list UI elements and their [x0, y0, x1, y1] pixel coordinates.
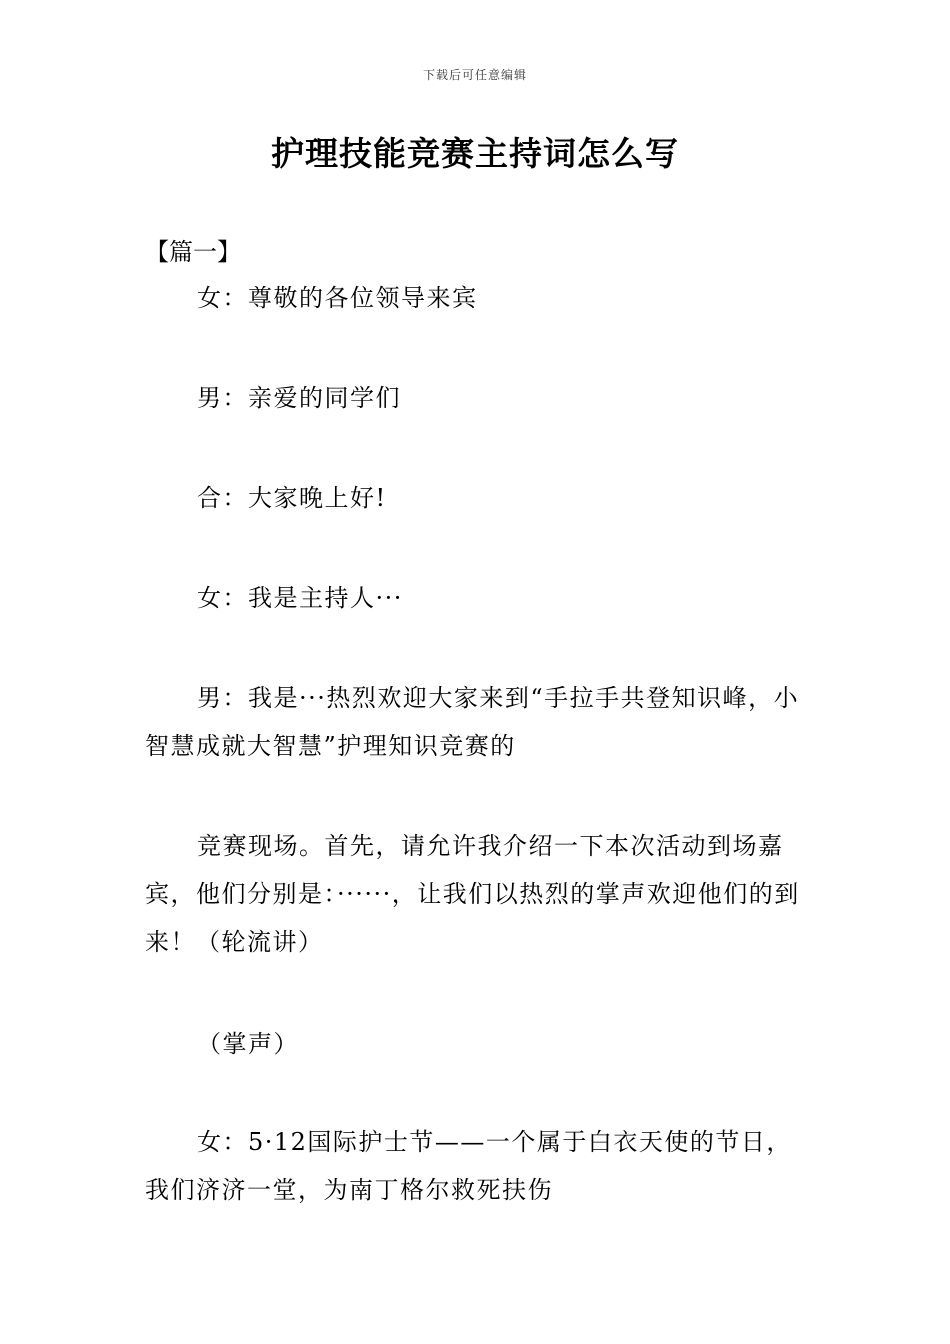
- document-title: 护理技能竞赛主持词怎么写: [271, 134, 679, 173]
- paragraph: 男：我是···热烈欢迎大家来到“手拉手共登知识峰，小智慧成就大智慧”护理知识竞赛的: [145, 684, 800, 760]
- paragraph: 合：大家晚上好!: [197, 484, 387, 512]
- paragraph: 女：尊敬的各位领导来宾: [197, 284, 478, 312]
- paragraph: 男：亲爱的同学们: [197, 384, 401, 412]
- paragraph: （掌声）: [197, 1030, 299, 1058]
- paragraph: 女：5·12国际护士节——一个属于白衣天使的节日，我们济济一堂，为南丁格尔救死扶伤: [145, 1128, 792, 1204]
- paragraph: 女：我是主持人···: [197, 584, 403, 612]
- header-note: 下载后可任意编辑: [422, 68, 527, 82]
- section-label: 【篇一】: [145, 238, 241, 266]
- paragraph: 竞赛现场。首先，请允许我介绍一下本次活动到场嘉宾，他们分别是：······，让我们以热烈的掌声欢迎他们的到来！（轮流讲）: [145, 832, 800, 956]
